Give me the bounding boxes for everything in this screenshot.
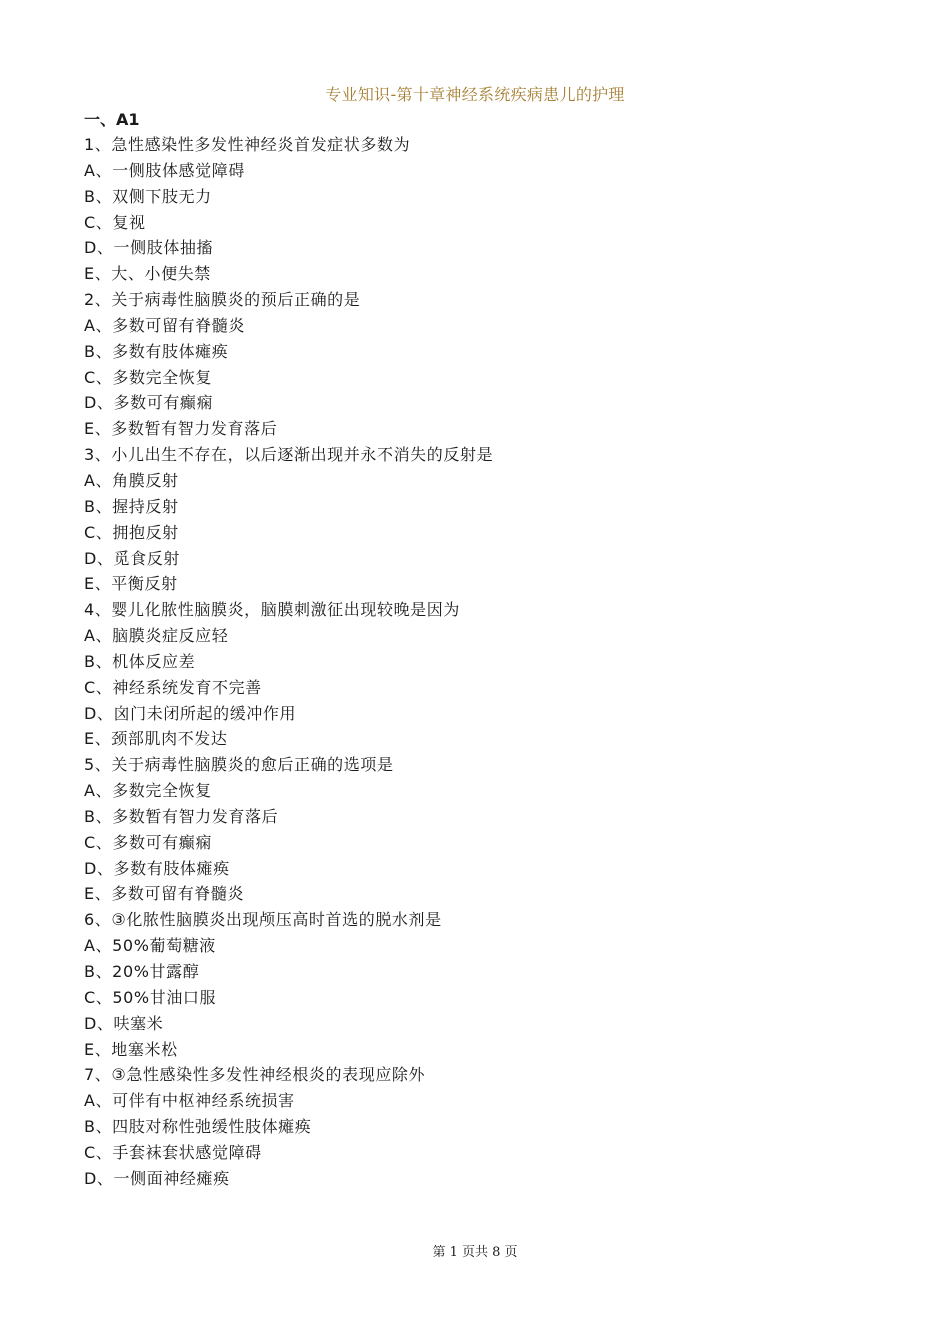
question-7-option-a: A、可伴有中枢神经系统损害 bbox=[84, 1091, 295, 1111]
question-3-option-b: B、握持反射 bbox=[84, 496, 179, 516]
question-1-option-b: B、双侧下肢无力 bbox=[84, 186, 212, 206]
question-3-option-e: E、平衡反射 bbox=[84, 574, 178, 594]
question-6-option-e: E、地塞米松 bbox=[84, 1039, 178, 1059]
question-4-option-b: B、机体反应差 bbox=[84, 651, 196, 671]
question-1-option-e: E、大、小便失禁 bbox=[84, 264, 211, 284]
question-4-option-c: C、神经系统发育不完善 bbox=[84, 677, 262, 697]
question-6-option-c: C、50%甘油口服 bbox=[84, 987, 217, 1007]
question-2-option-b: B、多数有肢体瘫痪 bbox=[84, 341, 229, 361]
question-1-option-d: D、一侧肢体抽搐 bbox=[84, 238, 214, 258]
question-1-option-c: C、复视 bbox=[84, 212, 146, 232]
question-3-option-a: A、角膜反射 bbox=[84, 470, 179, 490]
question-5-option-d: D、多数有肢体瘫痪 bbox=[84, 858, 230, 878]
question-5-option-e: E、多数可留有脊髓炎 bbox=[84, 884, 245, 904]
section-heading: 一、A1 bbox=[84, 110, 140, 129]
question-3-option-d: D、觅食反射 bbox=[84, 548, 180, 568]
question-2-stem: 2、关于病毒性脑膜炎的预后正确的是 bbox=[84, 290, 361, 310]
question-4-option-a: A、脑膜炎症反应轻 bbox=[84, 626, 229, 646]
question-3-stem: 3、小儿出生不存在，以后逐渐出现并永不消失的反射是 bbox=[84, 445, 494, 465]
question-6-option-d: D、呋塞米 bbox=[84, 1013, 164, 1033]
question-list bbox=[84, 108, 884, 1192]
question-1-option-a: A、一侧肢体感觉障碍 bbox=[84, 160, 245, 180]
question-5-option-a: A、多数完全恢复 bbox=[84, 781, 212, 801]
question-6-option-b: B、20%甘露醇 bbox=[84, 962, 200, 981]
question-7-option-c: C、手套袜套状感觉障碍 bbox=[84, 1142, 262, 1162]
question-5-option-b: B、多数暂有智力发育落后 bbox=[84, 806, 279, 826]
page-number-footer: 第 1 页共 8 页 bbox=[432, 1245, 518, 1260]
question-4-option-e: E、颈部肌肉不发达 bbox=[84, 729, 228, 749]
question-4-option-d: D、囟门未闭所起的缓冲作用 bbox=[84, 703, 297, 723]
question-5-stem: 5、关于病毒性脑膜炎的愈后正确的选项是 bbox=[84, 755, 394, 775]
question-2-option-d: D、多数可有癫痫 bbox=[84, 393, 214, 413]
question-5-option-c: C、多数可有癫痫 bbox=[84, 832, 212, 852]
question-4-stem: 4、婴儿化脓性脑膜炎，脑膜刺激征出现较晚是因为 bbox=[84, 600, 460, 620]
question-1-stem: 1、急性感染性多发性神经炎首发症状多数为 bbox=[84, 135, 411, 154]
question-2-option-e: E、多数暂有智力发育落后 bbox=[84, 419, 278, 439]
question-3-option-c: C、拥抱反射 bbox=[84, 522, 179, 542]
question-7-option-d: D、一侧面神经瘫痪 bbox=[84, 1168, 230, 1188]
question-7-option-b: B、四肢对称性弛缓性肢体瘫痪 bbox=[84, 1117, 312, 1137]
question-7-stem: 7、③急性感染性多发性神经根炎的表现应除外 bbox=[84, 1065, 426, 1085]
question-6-stem: 6、③化脓性脑膜炎出现颅压高时首选的脱水剂是 bbox=[84, 910, 442, 930]
question-2-option-c: C、多数完全恢复 bbox=[84, 367, 212, 387]
page-title: 专业知识-第十章神经系统疾病患儿的护理 bbox=[325, 85, 625, 104]
question-6-option-a: A、50%葡萄糖液 bbox=[84, 936, 216, 956]
question-2-option-a: A、多数可留有脊髓炎 bbox=[84, 315, 245, 335]
